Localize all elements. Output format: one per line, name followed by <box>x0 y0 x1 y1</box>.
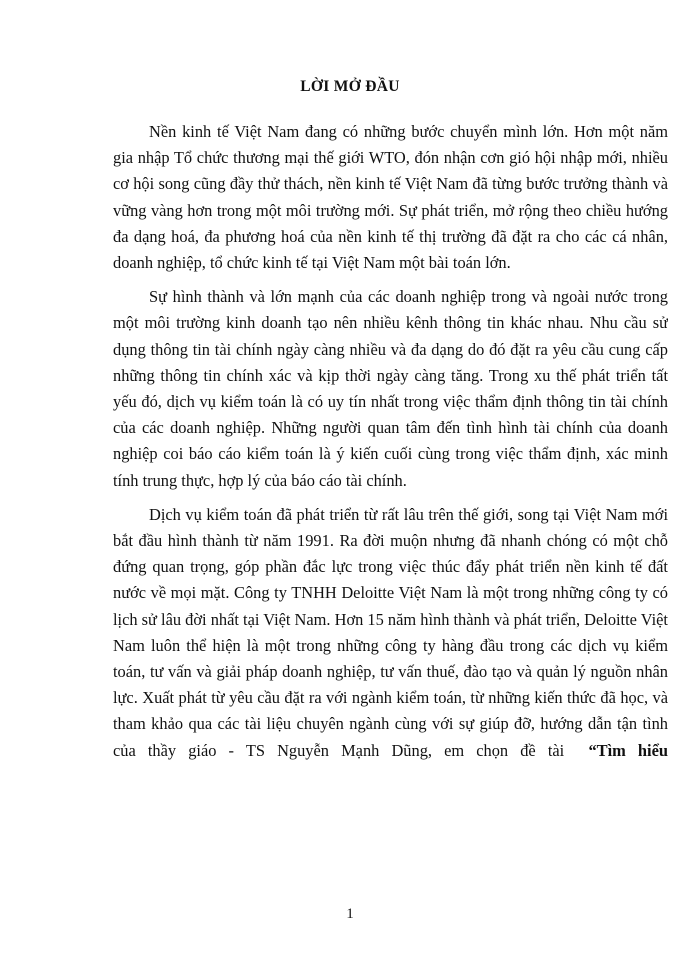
topic-quote: “Tìm hiểu <box>588 740 668 760</box>
page-number: 1 <box>346 906 354 922</box>
page-title: LỜI MỞ ĐẦU <box>300 78 400 95</box>
paragraph-3 <box>113 502 668 764</box>
paragraph-1: Nền kinh tế Việt Nam đang có những bước chuyển mình lớn. Hơn một năm gia nhập Tổ chức thương mại thế giới WTO, đón nhận cơn gió hội nhập mới, nhiều cơ hội song cũng đầy thử thách, nền kinh tế Việt Nam đã từng bước trưởng thành và vững vàng hơn trong một môi trường mới. Sự phát triển, mở rộng theo chiều hướng đa dạng hoá, đa phương hoá của nền kinh tế thị trường đã đặt ra cho các cá nhân, doanh nghiệp, tổ chức kinh tế tại Việt Nam một bài toán lớn. <box>113 122 668 273</box>
paragraph-2: Sự hình thành và lớn mạnh của các doanh nghiệp trong và ngoài nước trong một môi trường kinh doanh tạo nên nhiều kênh thông tin khác nhau. Nhu cầu sử dụng thông tin tài chính ngày càng nhiều và đa dạng do đó đặt ra yêu cầu cung cấp những thông tin chính xác và kịp thời ngày càng tăng. Trong xu thế phát triển tất yếu đó, dịch vụ kiểm toán là có uy tín nhất trong việc thẩm định thông tin tài chính của các doanh nghiệp. Những người quan tâm đến tình hình tài chính của doanh nghiệp coi báo cáo kiểm toán là ý kiến cuối cùng trong việc thẩm định, xác minh tính trung thực, hợp lý của báo cáo tài chính. <box>113 287 668 490</box>
paragraph-3-text: Dịch vụ kiểm toán đã phát triển từ rất lâu trên thế giới, song tại Việt Nam mới bắt đầu hình thành từ năm 1991. Ra đời muộn nhưng đã nhanh chóng có một chỗ đứng quan trọng, góp phần đắc lực trong việc thúc đẩy phát triển nền kinh tế đất nước về mọi mặt. Công ty TNHH Deloitte Việt Nam là một trong những công ty có lịch sử lâu đời nhất tại Việt Nam. Hơn 15 năm hình thành và phát triển, Deloitte Việt Nam luôn thể hiện là một trong những công ty hàng đầu trong các dịch vụ kiểm toán, tư vấn và giải pháp doanh nghiệp, tư vấn thuế, đào tạo và quản lý nguồn nhân lực. Xuất phát từ yêu cầu đặt ra với ngành kiểm toán, từ những kiến thức đã học, và tham khảo qua các tài liệu chuyên ngành cùng với sự giúp đỡ, hướng dẫn tận tình của thầy giáo - TS Nguyễn Mạnh Dũng, em chọn đề tài <box>113 504 668 760</box>
document-body <box>113 119 668 859</box>
